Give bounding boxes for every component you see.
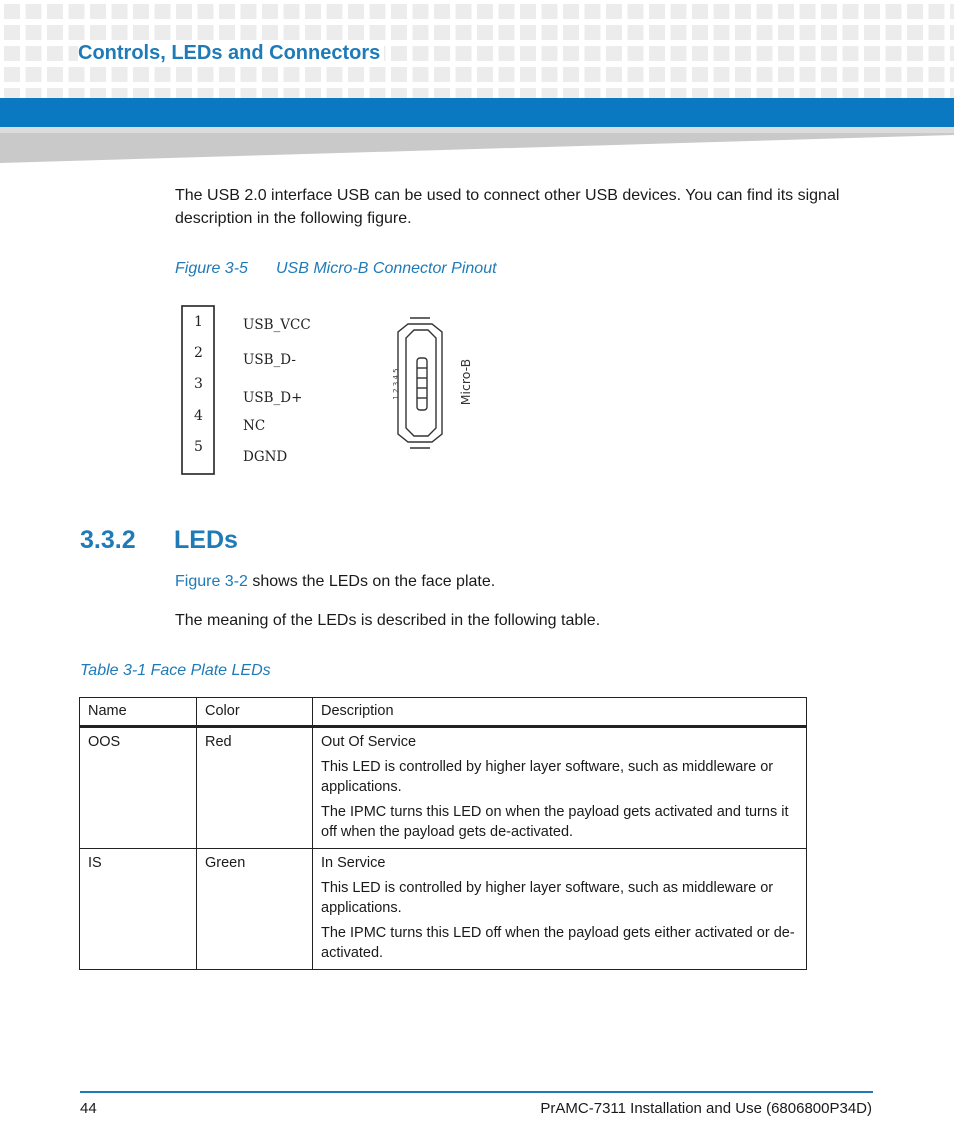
- figure-3-2-link[interactable]: Figure 3-2: [175, 573, 248, 590]
- pin-4-number: 4: [194, 408, 203, 424]
- description-line: This LED is controlled by higher layer software, such as middleware or applications.: [321, 880, 774, 916]
- header-description: Description: [313, 698, 807, 727]
- pin-3-number: 3: [194, 376, 203, 392]
- pin-5-signal: DGND: [243, 449, 288, 465]
- pin-2-number: 2: [194, 345, 203, 361]
- chapter-title: Controls, LEDs and Connectors: [78, 40, 384, 66]
- header-color: Color: [197, 698, 313, 727]
- description-line: The IPMC turns this LED on when the payload gets activated and turns it off when the payload gets de-activated.: [321, 804, 789, 840]
- cell-name: OOS: [80, 727, 197, 849]
- cell-color: Green: [197, 849, 313, 970]
- document-title: PrAMC-7311 Installation and Use (6806800P34D): [540, 1100, 872, 1117]
- intro-paragraph: The USB 2.0 interface USB can be used to connect other USB devices. You can find its signal description in the following figure.: [175, 187, 840, 227]
- pin-3-signal: USB_D+: [243, 390, 303, 406]
- cell-description: [313, 727, 807, 849]
- figure-caption: [175, 258, 497, 280]
- section-heading: [80, 523, 238, 557]
- section-title: LEDs: [174, 526, 238, 554]
- footer-rule: [80, 1091, 873, 1093]
- cell-color: Red: [197, 727, 313, 849]
- pin-2-signal: USB_D-: [243, 352, 296, 368]
- pin-1-signal: USB_VCC: [243, 317, 311, 333]
- figure-title: USB Micro-B Connector Pinout: [276, 260, 497, 277]
- connector-label: Micro-B: [458, 358, 473, 406]
- connector-pin-numbers: 1 2 3 4 5: [392, 368, 400, 400]
- leds-paragraph-1-text: shows the LEDs on the face plate.: [247, 573, 496, 590]
- table-row: [80, 727, 807, 849]
- face-plate-leds-table: [79, 697, 807, 970]
- cell-name: IS: [80, 849, 197, 970]
- section-number: 3.3.2: [80, 526, 136, 554]
- pin-1-number: 1: [194, 314, 203, 330]
- leds-paragraph-2: The meaning of the LEDs is described in the following table.: [175, 612, 601, 629]
- table-row: [80, 849, 807, 970]
- header-grey-wedge: [0, 127, 954, 163]
- usb-pinout-figure: [170, 296, 490, 486]
- description-line: The IPMC turns this LED off when the payload gets either activated or de-activated.: [321, 925, 795, 961]
- micro-b-connector-icon: [398, 318, 442, 448]
- pin-4-signal: NC: [243, 418, 266, 434]
- pinout-drawing: [170, 296, 490, 486]
- description-line: This LED is controlled by higher layer software, such as middleware or applications.: [321, 759, 774, 795]
- table-caption: Table 3-1 Face Plate LEDs: [80, 662, 271, 679]
- description-line: Out Of Service: [321, 734, 417, 750]
- cell-description: [313, 849, 807, 970]
- figure-number: Figure 3-5: [175, 260, 248, 277]
- pin-5-number: 5: [194, 439, 203, 455]
- table-header-row: [80, 698, 807, 727]
- header-name: Name: [80, 698, 197, 727]
- leds-paragraph-1: [175, 570, 875, 593]
- header-blue-bar: [0, 98, 954, 127]
- page-number: 44: [80, 1100, 97, 1117]
- description-line: In Service: [321, 855, 386, 871]
